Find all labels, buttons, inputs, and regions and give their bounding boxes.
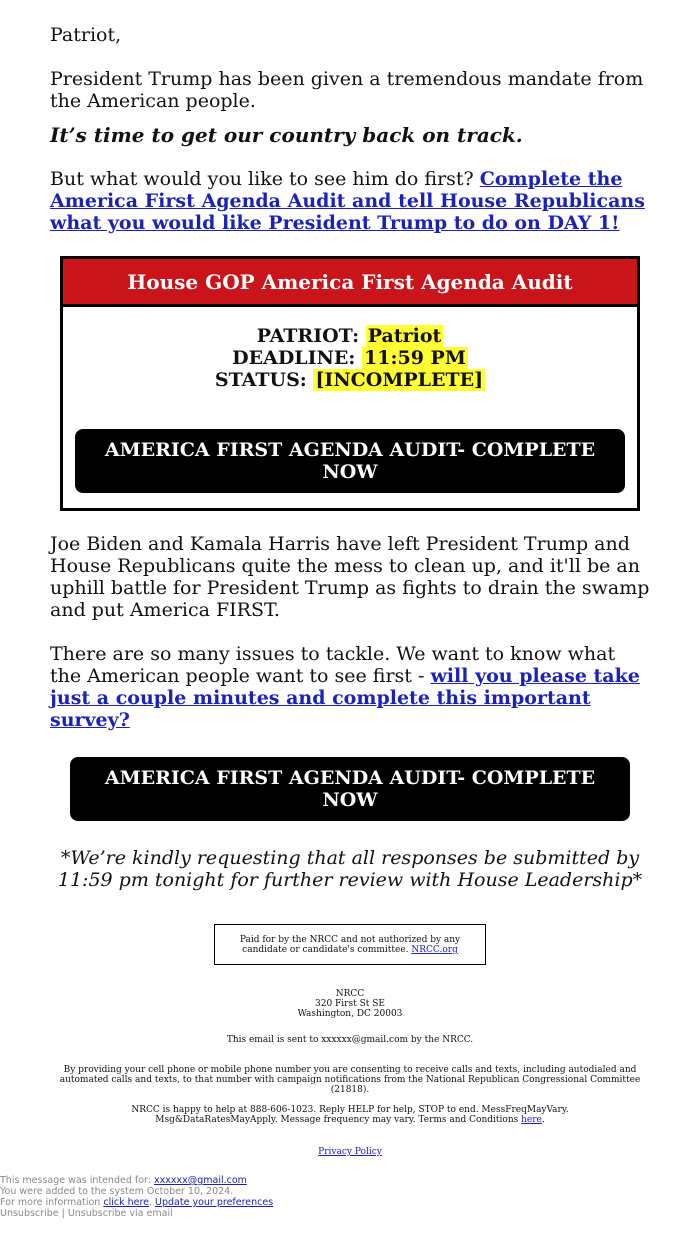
survey-link[interactable]: will you please take just a couple minutes and complete this important survey? bbox=[50, 665, 640, 731]
audit-box-body bbox=[63, 307, 637, 508]
footer bbox=[0, 924, 700, 1157]
deadline-value: 11:59 PM bbox=[364, 347, 466, 369]
sent-to-line: This email is sent to xxxxxx@gmail.com by the NRCC. bbox=[226, 1035, 474, 1045]
audit-link[interactable]: Complete the America First Agenda Audit and tell House Republicans what you would like President Trump to do on DAY 1! bbox=[50, 168, 645, 234]
click-here-link[interactable]: click here bbox=[103, 1197, 149, 1208]
audit-box bbox=[60, 256, 640, 511]
status-row: STATUS: [INCOMPLETE] bbox=[214, 369, 484, 391]
update-preferences-link[interactable]: Update your preferences bbox=[155, 1197, 274, 1208]
paid-for-box: Paid for by the NRCC and not authorized by any candidate or candidate's committee. NRCC.org bbox=[214, 924, 486, 965]
system-footer: This message was intended for: xxxxxx@gmail.com You were added to the system October 10, 2024. For more information click here. Update your preferences Unsubscribe | Unsubscribe via email bbox=[0, 1175, 274, 1219]
question-paragraph: But what would you like to see him do first? Complete the America First Agenda Audit and tell House Republicans what you would like President Trump to do on DAY 1! bbox=[50, 168, 645, 234]
patriot-row: PATRIOT: Patriot bbox=[256, 325, 442, 347]
emphasis-line: It’s time to get our country back on track. bbox=[50, 123, 523, 147]
unsubscribe-link[interactable]: Unsubscribe bbox=[0, 1208, 59, 1219]
help-text: NRCC is happy to help at 888-606-1023. Reply HELP for help, STOP to end. MessFreqMayVary. Msg&DataRatesMayApply. Message frequency may vary. Terms and Conditions here. bbox=[131, 1105, 569, 1125]
added-date: You were added to the system October 10, 2024. bbox=[0, 1186, 234, 1197]
intended-email-link[interactable]: xxxxxx@gmail.com bbox=[154, 1175, 247, 1186]
unsubscribe-email-link[interactable]: Unsubscribe via email bbox=[67, 1208, 173, 1219]
consent-text: By providing your cell phone or mobile phone number you are consenting to receive calls and texts, including autodialed and automated calls and texts, to that number with campaign notifications from the National Republican Congressional Committee (21818). bbox=[59, 1065, 641, 1095]
patriot-value: Patriot bbox=[367, 325, 442, 347]
mailing-address: NRCC 320 First St SE Washington, DC 20003 bbox=[297, 989, 403, 1019]
nrcc-link[interactable]: NRCC.org bbox=[411, 945, 458, 955]
status-value: [INCOMPLETE] bbox=[315, 369, 484, 391]
audit-box-title: House GOP America First Agenda Audit bbox=[63, 259, 637, 307]
terms-link[interactable]: here bbox=[521, 1115, 542, 1125]
audit-complete-button[interactable]: AMERICA FIRST AGENDA AUDIT- COMPLETE NOW bbox=[75, 429, 625, 493]
email-body bbox=[50, 24, 650, 891]
deadline-row: DEADLINE: 11:59 PM bbox=[232, 347, 466, 369]
mandate-paragraph: President Trump has been given a tremendous mandate from the American people. bbox=[50, 68, 644, 112]
biden-harris-paragraph: Joe Biden and Kamala Harris have left President Trump and House Republicans quite the mess to clean up, and it'll be an uphill battle for President Trump as fights to drain the swamp and put America FIRST. bbox=[50, 533, 650, 621]
issues-paragraph: There are so many issues to tackle. We want to know what the American people want to see first - will you please take just a couple minutes and complete this important survey? bbox=[50, 643, 640, 731]
deadline-note: *We’re kindly requesting that all responses be submitted by 11:59 pm tonight for further review with House Leadership* bbox=[57, 847, 643, 891]
privacy-policy-link[interactable]: Privacy Policy bbox=[318, 1147, 382, 1157]
greeting: Patriot, bbox=[50, 24, 122, 46]
audit-complete-button-2[interactable]: AMERICA FIRST AGENDA AUDIT- COMPLETE NOW bbox=[70, 757, 630, 821]
